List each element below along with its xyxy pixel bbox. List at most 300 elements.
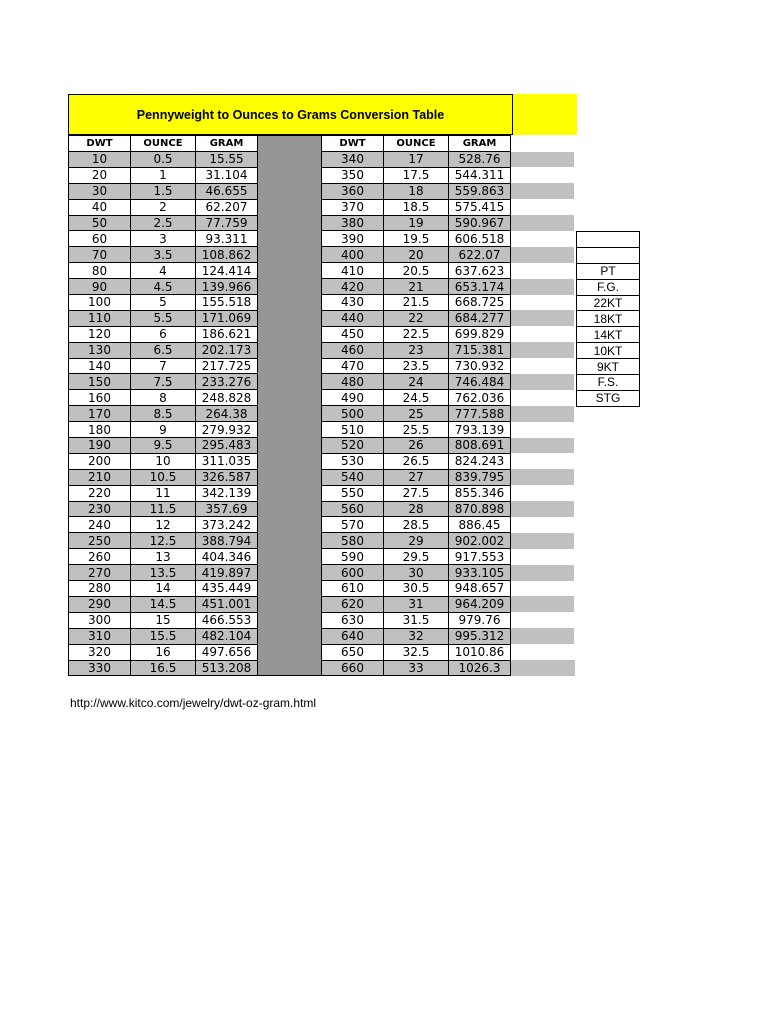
ounce-cell: 11.5 (131, 501, 196, 517)
empty-cell (511, 342, 575, 358)
column-header: OUNCE (384, 136, 449, 152)
gram-cell: 202.173 (196, 342, 258, 358)
gram-cell: 777.588 (449, 406, 511, 422)
ounce-cell: 12.5 (131, 533, 196, 549)
table-row (69, 183, 575, 199)
table-row (69, 501, 575, 517)
table-row (69, 453, 575, 469)
separator-column (258, 342, 322, 358)
empty-cell (511, 152, 575, 168)
empty-cell (511, 644, 575, 660)
gram-cell: 637.623 (449, 263, 511, 279)
dwt-cell: 330 (69, 660, 131, 676)
gram-cell: 590.967 (449, 215, 511, 231)
legend-row (577, 295, 640, 311)
empty-cell (511, 136, 575, 152)
table-row (69, 279, 575, 295)
separator-column (258, 469, 322, 485)
ounce-cell: 32 (384, 628, 449, 644)
separator-column (258, 326, 322, 342)
separator-column (258, 390, 322, 406)
dwt-cell: 300 (69, 612, 131, 628)
ounce-cell: 4.5 (131, 279, 196, 295)
legend-cell: STG (577, 390, 640, 406)
empty-cell (511, 358, 575, 374)
dwt-cell: 50 (69, 215, 131, 231)
empty-cell (511, 660, 575, 676)
dwt-cell: 290 (69, 596, 131, 612)
gram-cell: 746.484 (449, 374, 511, 390)
dwt-cell: 610 (322, 581, 384, 597)
gram-cell: 979.76 (449, 612, 511, 628)
table-row (69, 485, 575, 501)
dwt-cell: 250 (69, 533, 131, 549)
empty-cell (511, 565, 575, 581)
gram-cell: 699.829 (449, 326, 511, 342)
ounce-cell: 26.5 (384, 453, 449, 469)
ounce-cell: 24 (384, 374, 449, 390)
empty-cell (511, 199, 575, 215)
column-header: DWT (322, 136, 384, 152)
legend-row (577, 311, 640, 327)
ounce-cell: 1.5 (131, 183, 196, 199)
dwt-cell: 560 (322, 501, 384, 517)
gram-cell: 902.002 (449, 533, 511, 549)
table-row (69, 342, 575, 358)
empty-cell (511, 167, 575, 183)
dwt-cell: 370 (322, 199, 384, 215)
ounce-cell: 5.5 (131, 310, 196, 326)
dwt-cell: 550 (322, 485, 384, 501)
ounce-cell: 17.5 (384, 167, 449, 183)
table-row (69, 612, 575, 628)
empty-cell (511, 549, 575, 565)
empty-cell (511, 231, 575, 247)
table-row (69, 167, 575, 183)
metal-legend (576, 231, 640, 407)
separator-column (258, 644, 322, 660)
gram-cell: 995.312 (449, 628, 511, 644)
separator-column (258, 422, 322, 438)
legend-cell: 14KT (577, 327, 640, 343)
gram-cell: 933.105 (449, 565, 511, 581)
dwt-cell: 600 (322, 565, 384, 581)
legend-cell: F.G. (577, 279, 640, 295)
ounce-cell: 32.5 (384, 644, 449, 660)
empty-cell (511, 295, 575, 311)
ounce-cell: 24.5 (384, 390, 449, 406)
dwt-cell: 630 (322, 612, 384, 628)
ounce-cell: 31 (384, 596, 449, 612)
gram-cell: 917.553 (449, 549, 511, 565)
ounce-cell: 5 (131, 295, 196, 311)
dwt-cell: 530 (322, 453, 384, 469)
dwt-cell: 380 (322, 215, 384, 231)
ounce-cell: 2.5 (131, 215, 196, 231)
table-row (69, 247, 575, 263)
gram-cell: 357.69 (196, 501, 258, 517)
ounce-cell: 13.5 (131, 565, 196, 581)
ounce-cell: 29 (384, 533, 449, 549)
empty-cell (511, 326, 575, 342)
dwt-cell: 190 (69, 438, 131, 454)
dwt-cell: 580 (322, 533, 384, 549)
dwt-cell: 510 (322, 422, 384, 438)
separator-column (258, 438, 322, 454)
dwt-cell: 220 (69, 485, 131, 501)
column-header: DWT (69, 136, 131, 152)
empty-cell (511, 247, 575, 263)
separator-column (258, 660, 322, 676)
ounce-cell: 23.5 (384, 358, 449, 374)
empty-cell (511, 390, 575, 406)
separator-column (258, 199, 322, 215)
dwt-cell: 620 (322, 596, 384, 612)
legend-row (577, 279, 640, 295)
ounce-cell: 1 (131, 167, 196, 183)
legend-cell: 18KT (577, 311, 640, 327)
table-row (69, 565, 575, 581)
dwt-cell: 520 (322, 438, 384, 454)
table-row (69, 199, 575, 215)
legend-row (577, 327, 640, 343)
legend-row (577, 247, 640, 263)
dwt-cell: 640 (322, 628, 384, 644)
gram-cell: 186.621 (196, 326, 258, 342)
gram-cell: 435.449 (196, 581, 258, 597)
gram-cell: 62.207 (196, 199, 258, 215)
empty-cell (511, 279, 575, 295)
dwt-cell: 390 (322, 231, 384, 247)
dwt-cell: 150 (69, 374, 131, 390)
gram-cell: 497.656 (196, 644, 258, 660)
dwt-cell: 470 (322, 358, 384, 374)
table-row (69, 406, 575, 422)
gram-cell: 233.276 (196, 374, 258, 390)
ounce-cell: 14.5 (131, 596, 196, 612)
separator-column (258, 596, 322, 612)
dwt-cell: 540 (322, 469, 384, 485)
separator-column (258, 374, 322, 390)
dwt-cell: 440 (322, 310, 384, 326)
legend-cell: PT (577, 263, 640, 279)
gram-cell: 606.518 (449, 231, 511, 247)
table-row (69, 581, 575, 597)
ounce-cell: 11 (131, 485, 196, 501)
table-row (69, 438, 575, 454)
table-row (69, 469, 575, 485)
table-row (69, 358, 575, 374)
separator-column (258, 565, 322, 581)
legend-row (577, 390, 640, 406)
legend-cell: 10KT (577, 343, 640, 359)
empty-cell (511, 438, 575, 454)
gram-cell: 513.208 (196, 660, 258, 676)
table-row (69, 628, 575, 644)
gram-cell: 559.863 (449, 183, 511, 199)
separator-column (258, 581, 322, 597)
separator-column (258, 453, 322, 469)
ounce-cell: 4 (131, 263, 196, 279)
column-header: OUNCE (131, 136, 196, 152)
separator-column (258, 310, 322, 326)
table-row (69, 215, 575, 231)
gram-cell: 264.38 (196, 406, 258, 422)
empty-cell (511, 612, 575, 628)
gram-cell: 466.553 (196, 612, 258, 628)
gram-cell: 948.657 (449, 581, 511, 597)
ounce-cell: 28.5 (384, 517, 449, 533)
dwt-cell: 360 (322, 183, 384, 199)
gram-cell: 155.518 (196, 295, 258, 311)
separator-column (258, 358, 322, 374)
gram-cell: 1026.3 (449, 660, 511, 676)
ounce-cell: 16 (131, 644, 196, 660)
ounce-cell: 19.5 (384, 231, 449, 247)
gram-cell: 715.381 (449, 342, 511, 358)
empty-cell (511, 596, 575, 612)
gram-cell: 622.07 (449, 247, 511, 263)
table-row (69, 517, 575, 533)
dwt-cell: 170 (69, 406, 131, 422)
ounce-cell: 14 (131, 581, 196, 597)
ounce-cell: 6.5 (131, 342, 196, 358)
dwt-cell: 110 (69, 310, 131, 326)
separator-column (258, 533, 322, 549)
gram-cell: 93.311 (196, 231, 258, 247)
ounce-cell: 22 (384, 310, 449, 326)
dwt-cell: 480 (322, 374, 384, 390)
gram-cell: 808.691 (449, 438, 511, 454)
gram-cell: 279.932 (196, 422, 258, 438)
separator-column (258, 231, 322, 247)
separator-column (258, 136, 322, 152)
legend-row (577, 375, 640, 391)
gram-cell: 342.139 (196, 485, 258, 501)
gram-cell: 824.243 (449, 453, 511, 469)
title-fill-extension (513, 94, 577, 135)
gram-cell: 373.242 (196, 517, 258, 533)
separator-column (258, 247, 322, 263)
separator-column (258, 406, 322, 422)
ounce-cell: 18.5 (384, 199, 449, 215)
gram-cell: 886.45 (449, 517, 511, 533)
dwt-cell: 200 (69, 453, 131, 469)
gram-cell: 46.655 (196, 183, 258, 199)
ounce-cell: 30.5 (384, 581, 449, 597)
ounce-cell: 3 (131, 231, 196, 247)
ounce-cell: 20.5 (384, 263, 449, 279)
gram-cell: 482.104 (196, 628, 258, 644)
gram-cell: 419.897 (196, 565, 258, 581)
gram-cell: 326.587 (196, 469, 258, 485)
header-row (69, 136, 575, 152)
ounce-cell: 15 (131, 612, 196, 628)
ounce-cell: 16.5 (131, 660, 196, 676)
empty-cell (511, 628, 575, 644)
dwt-cell: 230 (69, 501, 131, 517)
legend-cell: 22KT (577, 295, 640, 311)
ounce-cell: 10 (131, 453, 196, 469)
separator-column (258, 295, 322, 311)
empty-cell (511, 263, 575, 279)
gram-cell: 217.725 (196, 358, 258, 374)
dwt-cell: 70 (69, 247, 131, 263)
dwt-cell: 430 (322, 295, 384, 311)
dwt-cell: 270 (69, 565, 131, 581)
ounce-cell: 13 (131, 549, 196, 565)
ounce-cell: 7.5 (131, 374, 196, 390)
empty-cell (511, 183, 575, 199)
separator-column (258, 628, 322, 644)
ounce-cell: 23 (384, 342, 449, 358)
gram-cell: 451.001 (196, 596, 258, 612)
dwt-cell: 340 (322, 152, 384, 168)
gram-cell: 295.483 (196, 438, 258, 454)
dwt-cell: 100 (69, 295, 131, 311)
table-row (69, 596, 575, 612)
empty-cell (511, 533, 575, 549)
dwt-cell: 90 (69, 279, 131, 295)
ounce-cell: 9.5 (131, 438, 196, 454)
dwt-cell: 40 (69, 199, 131, 215)
gram-cell: 124.414 (196, 263, 258, 279)
ounce-cell: 31.5 (384, 612, 449, 628)
dwt-cell: 60 (69, 231, 131, 247)
gram-cell: 653.174 (449, 279, 511, 295)
ounce-cell: 19 (384, 215, 449, 231)
table-row (69, 231, 575, 247)
gram-cell: 15.55 (196, 152, 258, 168)
ounce-cell: 26 (384, 438, 449, 454)
empty-cell (511, 581, 575, 597)
empty-cell (511, 469, 575, 485)
dwt-cell: 350 (322, 167, 384, 183)
dwt-cell: 310 (69, 628, 131, 644)
gram-cell: 762.036 (449, 390, 511, 406)
ounce-cell: 27 (384, 469, 449, 485)
separator-column (258, 263, 322, 279)
dwt-cell: 320 (69, 644, 131, 660)
gram-cell: 404.346 (196, 549, 258, 565)
table-row (69, 533, 575, 549)
ounce-cell: 8 (131, 390, 196, 406)
gram-cell: 528.76 (449, 152, 511, 168)
ounce-cell: 17 (384, 152, 449, 168)
ounce-cell: 18 (384, 183, 449, 199)
dwt-cell: 180 (69, 422, 131, 438)
dwt-cell: 10 (69, 152, 131, 168)
separator-column (258, 612, 322, 628)
empty-cell (511, 517, 575, 533)
gram-cell: 855.346 (449, 485, 511, 501)
gram-cell: 964.209 (449, 596, 511, 612)
gram-cell: 668.725 (449, 295, 511, 311)
ounce-cell: 15.5 (131, 628, 196, 644)
ounce-cell: 8.5 (131, 406, 196, 422)
conversion-table (68, 135, 575, 676)
ounce-cell: 12 (131, 517, 196, 533)
gram-cell: 77.759 (196, 215, 258, 231)
dwt-cell: 280 (69, 581, 131, 597)
legend-cell (577, 247, 640, 263)
gram-cell: 1010.86 (449, 644, 511, 660)
table-row (69, 295, 575, 311)
empty-cell (511, 215, 575, 231)
separator-column (258, 167, 322, 183)
column-header: GRAM (196, 136, 258, 152)
gram-cell: 108.862 (196, 247, 258, 263)
table-row (69, 660, 575, 676)
dwt-cell: 420 (322, 279, 384, 295)
empty-cell (511, 453, 575, 469)
ounce-cell: 7 (131, 358, 196, 374)
table-row (69, 310, 575, 326)
source-url: http://www.kitco.com/jewelry/dwt-oz-gram.html (70, 696, 317, 710)
legend-cell: 9KT (577, 359, 640, 375)
ounce-cell: 10.5 (131, 469, 196, 485)
gram-cell: 388.794 (196, 533, 258, 549)
gram-cell: 139.966 (196, 279, 258, 295)
gram-cell: 544.311 (449, 167, 511, 183)
separator-column (258, 215, 322, 231)
legend-row (577, 343, 640, 359)
empty-cell (511, 406, 575, 422)
table-row (69, 644, 575, 660)
table-row (69, 422, 575, 438)
separator-column (258, 152, 322, 168)
ounce-cell: 2 (131, 199, 196, 215)
dwt-cell: 450 (322, 326, 384, 342)
dwt-cell: 160 (69, 390, 131, 406)
table-row (69, 152, 575, 168)
empty-cell (511, 374, 575, 390)
gram-cell: 870.898 (449, 501, 511, 517)
ounce-cell: 27.5 (384, 485, 449, 501)
dwt-cell: 490 (322, 390, 384, 406)
dwt-cell: 660 (322, 660, 384, 676)
gram-cell: 575.415 (449, 199, 511, 215)
legend-row (577, 359, 640, 375)
ounce-cell: 29.5 (384, 549, 449, 565)
dwt-cell: 570 (322, 517, 384, 533)
dwt-cell: 130 (69, 342, 131, 358)
separator-column (258, 549, 322, 565)
dwt-cell: 240 (69, 517, 131, 533)
legend-row (577, 263, 640, 279)
dwt-cell: 260 (69, 549, 131, 565)
table-row (69, 374, 575, 390)
table-row (69, 263, 575, 279)
dwt-cell: 20 (69, 167, 131, 183)
ounce-cell: 30 (384, 565, 449, 581)
separator-column (258, 485, 322, 501)
table-row (69, 549, 575, 565)
ounce-cell: 28 (384, 501, 449, 517)
dwt-cell: 410 (322, 263, 384, 279)
legend-row (577, 232, 640, 248)
gram-cell: 311.035 (196, 453, 258, 469)
ounce-cell: 25.5 (384, 422, 449, 438)
table-row (69, 326, 575, 342)
ounce-cell: 6 (131, 326, 196, 342)
empty-cell (511, 485, 575, 501)
ounce-cell: 33 (384, 660, 449, 676)
ounce-cell: 0.5 (131, 152, 196, 168)
separator-column (258, 501, 322, 517)
ounce-cell: 20 (384, 247, 449, 263)
dwt-cell: 80 (69, 263, 131, 279)
